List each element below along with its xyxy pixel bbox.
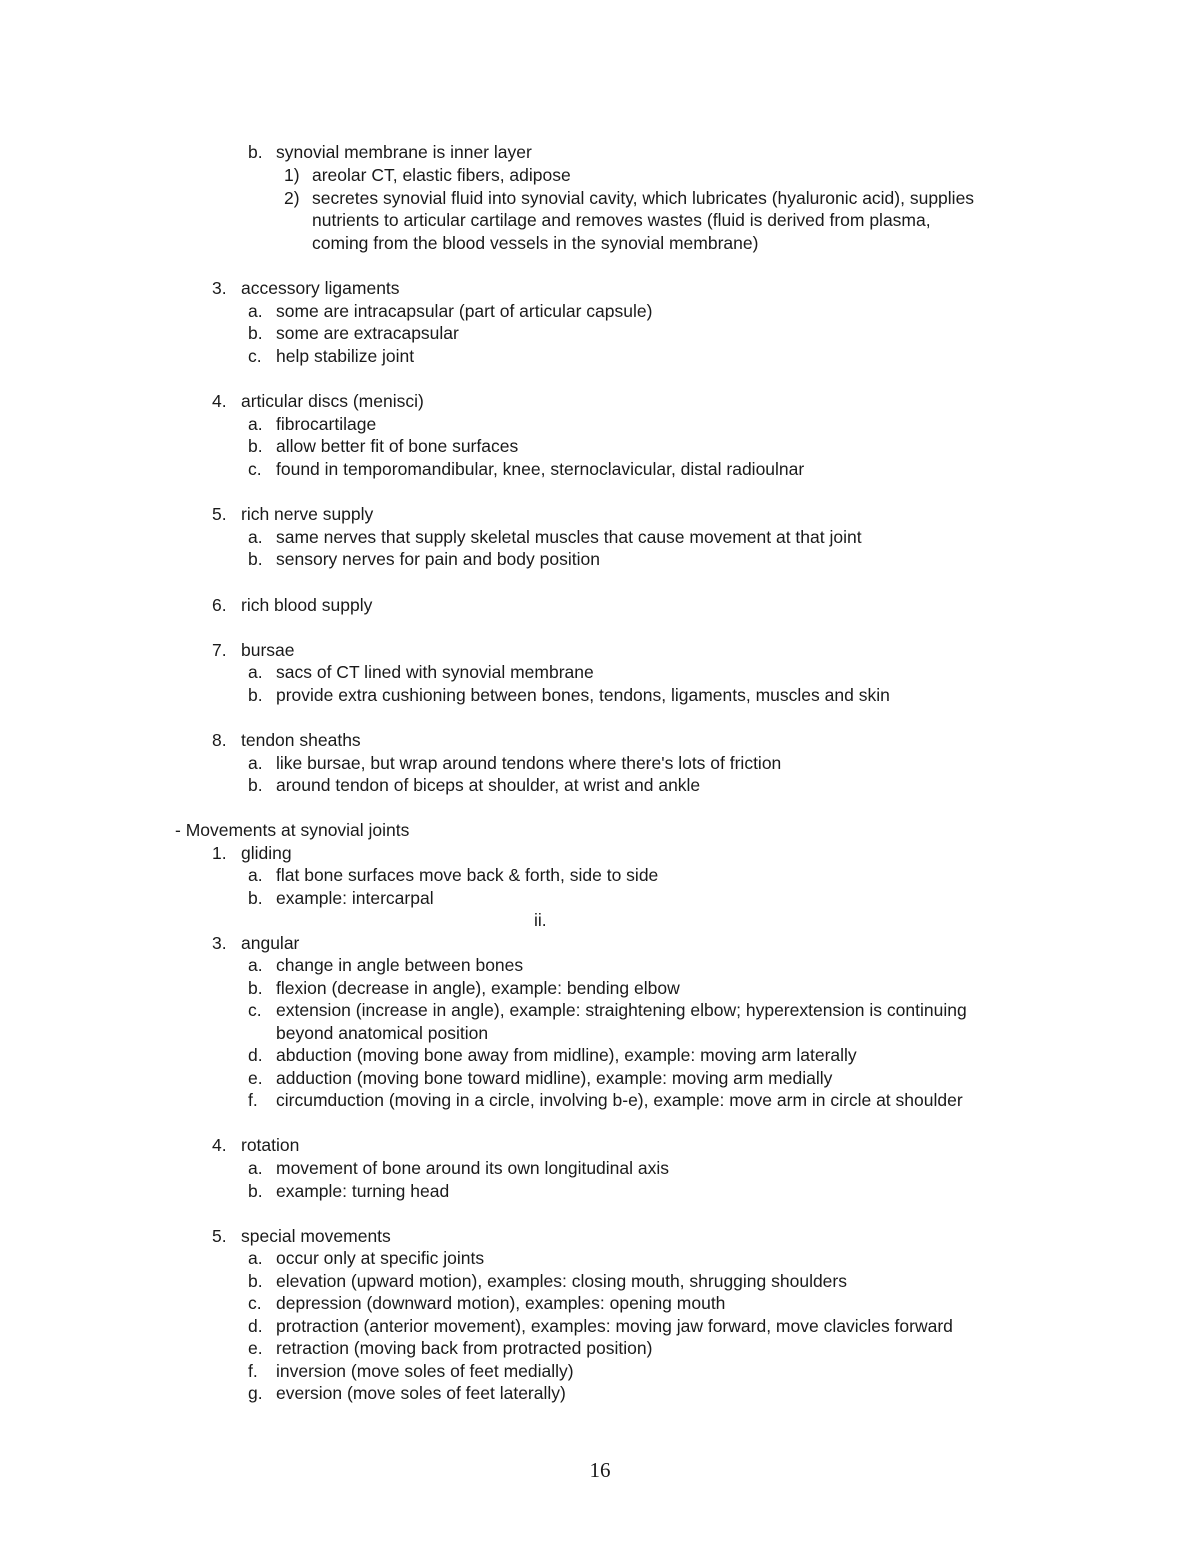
list-item-text: synovial membrane is inner layer (276, 142, 532, 162)
list-item-text: adduction (moving bone toward midline), example: moving arm medially (276, 1068, 833, 1088)
section-number: 4. (212, 391, 227, 411)
list-marker: a. (248, 527, 263, 547)
list-marker: f. (248, 1090, 258, 1110)
list-item-text: flat bone surfaces move back & forth, side to side (276, 865, 659, 885)
list-marker: b. (248, 1271, 263, 1291)
list-marker: a. (248, 1158, 263, 1178)
list-marker: d. (248, 1045, 263, 1065)
list-item-text: flexion (decrease in angle), example: bending elbow (276, 978, 680, 998)
list-item-text: retraction (moving back from protracted position) (276, 1338, 653, 1358)
list-marker: a. (248, 662, 263, 682)
list-marker: 2) (284, 188, 300, 208)
section-number: 4. (212, 1135, 227, 1155)
list-marker: b. (248, 888, 263, 908)
list-item-text: areolar CT, elastic fibers, adipose (312, 165, 571, 185)
list-item-text: example: turning head (276, 1181, 450, 1201)
list-item-text: provide extra cushioning between bones, tendons, ligaments, muscles and skin (276, 685, 890, 705)
list-item-continuation: coming from the blood vessels in the synovial membrane) (312, 233, 759, 253)
list-marker: 1) (284, 165, 300, 185)
list-item-text: secretes synovial fluid into synovial cavity, which lubricates (hyaluronic acid), supplies (312, 188, 975, 208)
list-item-text: occur only at specific joints (276, 1248, 485, 1268)
list-item-text: extension (increase in angle), example: straightening elbow; hyperextension is continuing (276, 1000, 967, 1020)
list-item-text: fibrocartilage (276, 414, 377, 434)
list-marker: e. (248, 1068, 263, 1088)
list-marker: b. (248, 323, 263, 343)
list-marker: b. (248, 1181, 263, 1201)
list-item-text: elevation (upward motion), examples: closing mouth, shrugging shoulders (276, 1271, 847, 1291)
list-marker: a. (248, 1248, 263, 1268)
list-item-text: some are intracapsular (part of articular capsule) (276, 301, 653, 321)
list-marker: b. (248, 549, 263, 569)
list-item-text: like bursae, but wrap around tendons where there's lots of friction (276, 753, 782, 773)
list-item-text: change in angle between bones (276, 955, 524, 975)
list-item-text: example: intercarpal (276, 888, 434, 908)
list-item-continuation: nutrients to articular cartilage and removes wastes (fluid is derived from plasma, (312, 210, 931, 230)
list-item-text: inversion (move soles of feet medially) (276, 1361, 574, 1381)
section-title: gliding (241, 843, 292, 863)
list-item-text: help stabilize joint (276, 346, 415, 366)
section-title: rich blood supply (241, 595, 373, 615)
list-marker: c. (248, 346, 262, 366)
list-marker: a. (248, 865, 263, 885)
section-title: rotation (241, 1135, 300, 1155)
section-number: 5. (212, 504, 227, 524)
section-heading: - Movements at synovial joints (175, 820, 410, 840)
section-number: 7. (212, 640, 227, 660)
list-marker: b. (248, 775, 263, 795)
list-marker: c. (248, 1000, 262, 1020)
list-item-text: sensory nerves for pain and body position (276, 549, 600, 569)
section-title: accessory ligaments (241, 278, 400, 298)
list-item-continuation: beyond anatomical position (276, 1023, 489, 1043)
list-marker: b. (248, 436, 263, 456)
list-marker: a. (248, 414, 263, 434)
list-marker: e. (248, 1338, 263, 1358)
list-marker: b. (248, 142, 263, 162)
section-title: angular (241, 933, 300, 953)
list-marker: f. (248, 1361, 258, 1381)
section-title: bursae (241, 640, 295, 660)
list-marker: c. (248, 1293, 262, 1313)
section-number: 5. (212, 1226, 227, 1246)
section-title: special movements (241, 1226, 391, 1246)
list-item-text: abduction (moving bone away from midline), example: moving arm laterally (276, 1045, 857, 1065)
section-title: tendon sheaths (241, 730, 361, 750)
list-item-text: eversion (move soles of feet laterally) (276, 1383, 566, 1403)
list-marker: g. (248, 1383, 263, 1403)
section-number: 8. (212, 730, 227, 750)
list-item-text: allow better fit of bone surfaces (276, 436, 519, 456)
list-item-text: some are extracapsular (276, 323, 459, 343)
page-number: 16 (589, 1458, 611, 1482)
section-title: rich nerve supply (241, 504, 374, 524)
list-item-text: around tendon of biceps at shoulder, at wrist and ankle (276, 775, 701, 795)
section-number: 1. (212, 843, 227, 863)
list-marker: b. (248, 978, 263, 998)
list-item-text: found in temporomandibular, knee, sternoclavicular, distal radioulnar (276, 459, 805, 479)
list-marker: a. (248, 955, 263, 975)
section-number: 3. (212, 278, 227, 298)
list-marker: a. (248, 753, 263, 773)
list-marker: a. (248, 301, 263, 321)
list-marker: c. (248, 459, 262, 479)
list-item-text: sacs of CT lined with synovial membrane (276, 662, 594, 682)
section-number: 3. (212, 933, 227, 953)
section-title: articular discs (menisci) (241, 391, 424, 411)
list-item-text: depression (downward motion), examples: opening mouth (276, 1293, 726, 1313)
list-item-text: movement of bone around its own longitudinal axis (276, 1158, 670, 1178)
list-marker: b. (248, 685, 263, 705)
list-item-text: protraction (anterior movement), examples: moving jaw forward, move clavicles forward (276, 1316, 953, 1336)
stray-marker: ii. (534, 910, 547, 930)
list-item-text: circumduction (moving in a circle, involving b-e), example: move arm in circle at shoulder (276, 1090, 963, 1110)
list-item-text: same nerves that supply skeletal muscles that cause movement at that joint (276, 527, 862, 547)
list-marker: d. (248, 1316, 263, 1336)
section-number: 6. (212, 595, 227, 615)
